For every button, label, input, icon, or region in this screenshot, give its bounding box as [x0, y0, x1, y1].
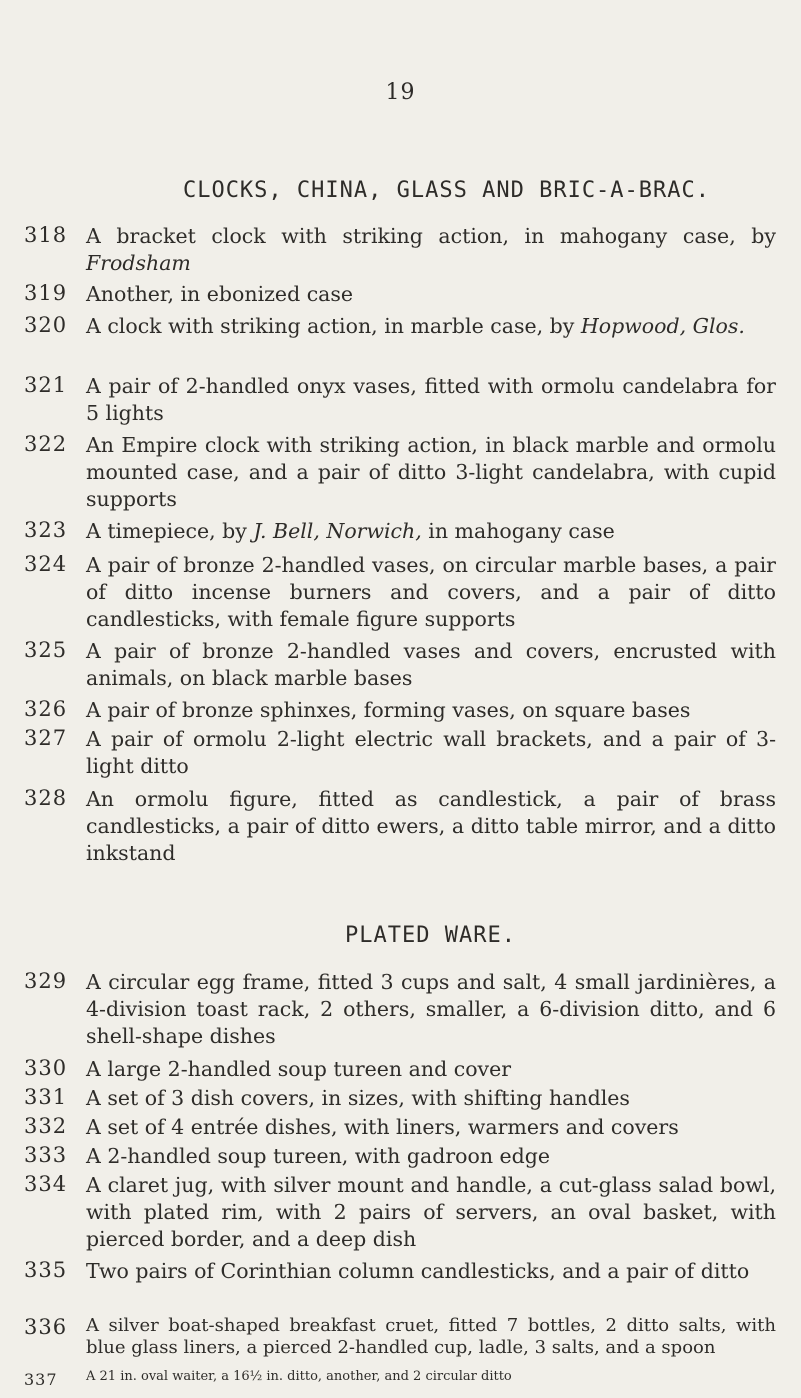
lot-number: 332	[24, 1114, 68, 1138]
lot-description: An Empire clock with striking action, in black marble and ormolu mounted case, and a pair of ditto 3-light candelabra, with cupid supports	[86, 433, 776, 511]
lot-number: 331	[24, 1085, 68, 1109]
lot-number: 323	[24, 518, 68, 542]
lot-description: Two pairs of Corinthian column candlesticks, and a pair of ditto	[86, 1259, 750, 1283]
lot-number: 335	[24, 1258, 68, 1282]
lot-number: 328	[24, 786, 68, 810]
lot-description: A circular egg frame, fitted 3 cups and salt, 4 small jardinières, a 4-division toast rack, 2 others, smaller, a 6-division ditto, and 6 shell-shape dishes	[86, 970, 776, 1048]
page-number: 19	[385, 80, 416, 105]
maker-name: Hopwood, Glos.	[580, 314, 745, 338]
lot-description: A claret jug, with silver mount and handle, a cut-glass salad bowl, with plated rim, with 2 pairs of servers, an oval basket, with pierced border, and a deep dish	[86, 1173, 776, 1251]
lot-number: 319	[24, 281, 68, 305]
lot-number: 325	[24, 638, 68, 662]
lot-description: A silver boat-shaped breakfast cruet, fitted 7 bottles, 2 ditto salts, with blue glass liners, a pierced 2-handled cup, ladle, 3 salts, and a spoon	[86, 1315, 776, 1358]
lot-number: 330	[24, 1056, 68, 1080]
lot-description: A pair of bronze 2-handled vases and covers, encrusted with animals, on black marble bases	[86, 639, 776, 690]
lot-description: A large 2-handled soup tureen and cover	[86, 1057, 512, 1081]
lot-description: A 2-handled soup tureen, with gadroon edge	[86, 1144, 551, 1168]
lot-number: 320	[24, 313, 68, 337]
lot-description: A clock with striking action, in marble case, by Hopwood, Glos.	[86, 314, 745, 338]
lot-description: A pair of bronze 2-handled vases, on circular marble bases, a pair of ditto incense burners and covers, and a pair of ditto candlesticks, with female figure supports	[86, 553, 776, 631]
lot-number: 318	[24, 223, 68, 247]
lot-description: Another, in ebonized case	[86, 282, 354, 306]
lot-number: 322	[24, 432, 68, 456]
lot-number: 326	[24, 697, 68, 721]
lot-description: A 21 in. oval waiter, a 16½ in. ditto, another, and 2 circular ditto	[86, 1369, 512, 1384]
lot-number: 321	[24, 373, 68, 397]
lot-description: An ormolu figure, fitted as candlestick, a pair of brass candlesticks, a pair of ditto ewers, a ditto table mirror, and a ditto inkstand	[86, 787, 776, 865]
lot-description: A bracket clock with striking action, in mahogany case, by Frodsham	[86, 224, 776, 275]
section-heading-plated-ware: PLATED WARE.	[345, 923, 516, 949]
lot-description: A set of 4 entrée dishes, with liners, warmers and covers	[86, 1115, 679, 1139]
lot-number: 336	[24, 1315, 68, 1339]
maker-name: J. Bell, Norwich,	[253, 519, 422, 543]
lot-number: 333	[24, 1143, 68, 1167]
lot-description: A set of 3 dish covers, in sizes, with shifting handles	[86, 1086, 630, 1110]
lot-number: 327	[24, 726, 68, 750]
lot-number: 334	[24, 1172, 68, 1196]
section-heading-clocks: CLOCKS, CHINA, GLASS AND BRIC-A-BRAC.	[182, 178, 711, 204]
lot-number: 329	[24, 969, 68, 993]
lot-description: A pair of bronze sphinxes, forming vases, on square bases	[86, 698, 691, 722]
lot-description: A timepiece, by J. Bell, Norwich, in mahogany case	[86, 519, 615, 543]
lot-number: 324	[24, 552, 68, 576]
lot-description: A pair of 2-handled onyx vases, fitted with ormolu candelabra for 5 lights	[86, 374, 776, 425]
lot-number: 337	[24, 1370, 58, 1389]
maker-name: Frodsham	[86, 251, 191, 275]
lot-description: A pair of ormolu 2-light electric wall brackets, and a pair of 3-light ditto	[86, 727, 776, 778]
